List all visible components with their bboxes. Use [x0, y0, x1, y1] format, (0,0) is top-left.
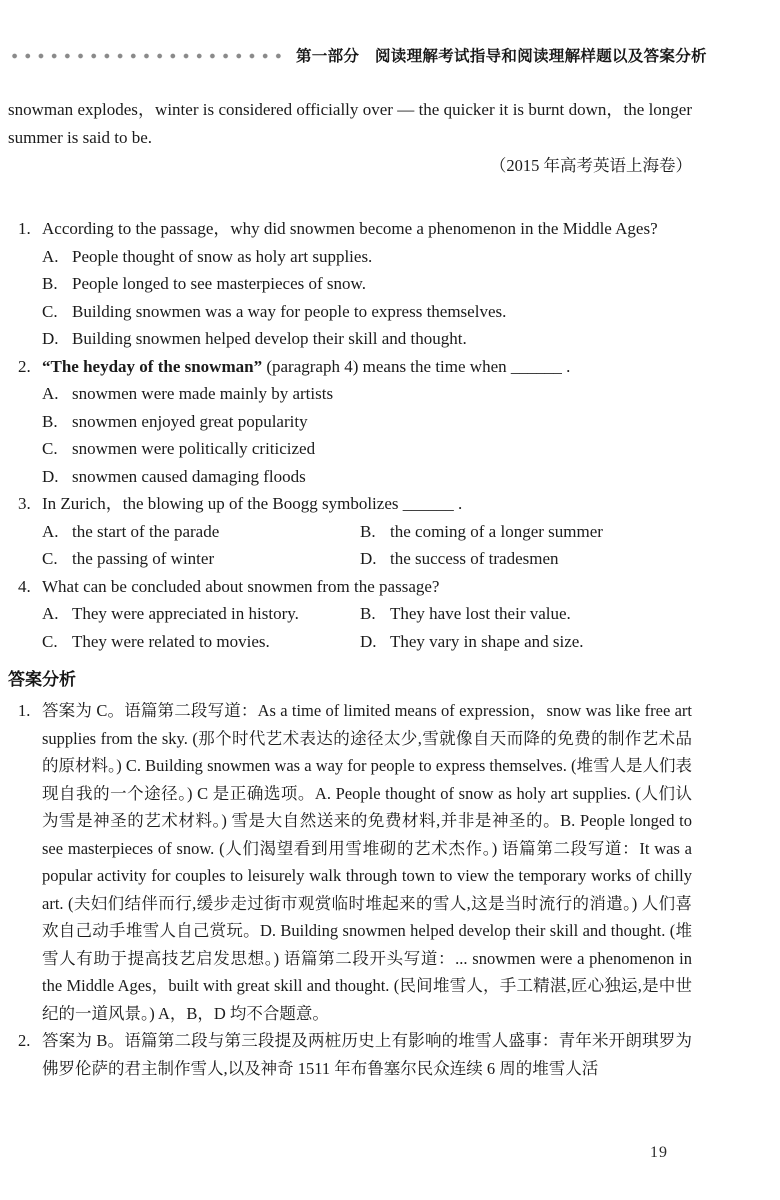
question-number: 3.	[18, 494, 31, 513]
option-row	[360, 518, 692, 546]
option-text: snowmen were politically criticized	[72, 439, 316, 458]
option-label: A.	[42, 384, 59, 403]
option-grid	[8, 600, 692, 655]
option-text: the passing of winter	[72, 549, 215, 568]
question-item-2	[8, 353, 692, 491]
question-stem	[42, 353, 692, 381]
answer-number: 1.	[18, 701, 31, 720]
option-text: They were related to movies.	[72, 631, 270, 651]
option-row	[360, 628, 692, 656]
option-row	[8, 380, 692, 408]
option-row	[42, 518, 360, 546]
passage-text: snowman explodes，winter is considered officially over — the quicker it is burnt down，the longer summer is said to be.	[8, 100, 692, 147]
option-label: A.	[42, 246, 59, 266]
option-label: C.	[42, 549, 58, 568]
option-text: They vary in shape and size.	[390, 631, 584, 651]
answer-item-2	[8, 1027, 692, 1082]
question-list	[8, 215, 692, 655]
option-row	[42, 628, 360, 656]
option-row	[8, 325, 692, 353]
option-row	[42, 545, 360, 573]
option-text: snowmen enjoyed great popularity	[72, 411, 308, 431]
option-label: D.	[42, 329, 59, 348]
question-head	[8, 490, 692, 518]
option-text: the success of tradesmen	[390, 549, 559, 568]
option-text: Building snowmen was a way for people to express themselves.	[72, 301, 507, 321]
option-label: D.	[360, 631, 377, 651]
option-label: C.	[42, 631, 58, 651]
answer-text: 答案为 B。语篇第二段与第三段提及两桩历史上有影响的堆雪人盛事：青年米开朗琪罗为佛罗伦萨的君主制作雪人,以及神奇 1511 年布鲁塞尔民众连续 6 周的堆雪人活	[42, 1031, 692, 1078]
option-row	[8, 408, 692, 436]
passage-attribution: （2015 年高考英语上海卷）	[489, 156, 692, 175]
option-label: B.	[360, 521, 376, 541]
answer-text: 答案为 C。语篇第二段写道：As a time of limited means of expression，snow was like free art supplies from the sky. (那个时代艺术表达的途径太少,雪就像自天而降的免费的制作艺术品的原材料。) C. Building snowmen was a way for people to express themselves. (堆雪人是人们表现自我的一个途径。) C 是正确选项。A. People thought of snow as holy art supplies. (人们认为雪是神圣的艺术材料。) 雪是大自然送来的免费材料,并非是神圣的。B. People longed to see masterpieces of snow. (人们渴望看到用雪堆砌的艺术杰作。) 语篇第二段写道：It was a popular activity for couples to leisurely walk through town to view the temporary works of chilly art. (夫妇们结伴而行,缓步走过街市观赏临时堆起来的雪人,这是当时流行的消遣。) 人们喜欢自己动手堆雪人自己赏玩。D. Building snowmen helped develop their skill and thought. (堆雪人有助于提高技艺启发思想。) 语篇第二段开头写道：... snowmen were a phenomenon in the Middle Ages，built with great skill and thought. (民间堆雪人，手工精湛,匠心独运,是中世纪的一道风景。) A，B，D 均不合题意。	[42, 701, 692, 1023]
question-head	[8, 353, 692, 381]
question-head	[8, 215, 692, 243]
option-label: D.	[42, 466, 59, 486]
option-text: People thought of snow as holy art supplies.	[72, 246, 373, 266]
option-label: C.	[42, 301, 58, 321]
main-content	[8, 96, 692, 1082]
option-text: the start of the parade	[72, 521, 220, 541]
question-stem: In Zurich，the blowing up of the Boogg symbolizes ______ .	[42, 494, 463, 513]
option-text: Building snowmen helped develop their skill and thought.	[72, 329, 467, 348]
option-text: They were appreciated in history.	[72, 604, 299, 623]
question-item-4	[8, 573, 692, 656]
option-row	[360, 600, 692, 628]
header-dots-decoration	[8, 53, 286, 59]
option-label: B.	[42, 274, 58, 293]
question-number: 2.	[18, 356, 31, 376]
answer-item-1	[8, 697, 692, 1027]
page-header	[8, 44, 707, 66]
option-text: snowmen caused damaging floods	[72, 466, 306, 486]
page-number: 19	[650, 1144, 668, 1161]
option-grid	[8, 518, 692, 573]
option-text: They have lost their value.	[390, 604, 571, 623]
question-item-3	[8, 490, 692, 573]
answers-heading: 答案分析	[8, 670, 76, 689]
option-label: D.	[360, 549, 377, 568]
header-title: 第一部分 阅读理解考试指导和阅读理解样题以及答案分析	[296, 48, 707, 65]
question-head	[8, 573, 692, 601]
option-row	[360, 545, 692, 573]
question-number: 1.	[18, 219, 31, 238]
option-label: C.	[42, 439, 58, 458]
option-text: the coming of a longer summer	[390, 521, 603, 541]
option-label: A.	[42, 604, 59, 623]
answer-number: 2.	[18, 1031, 31, 1050]
question-stem-rest: (paragraph 4) means the time when ______ .	[262, 356, 571, 376]
option-row	[42, 600, 360, 628]
option-label: B.	[360, 604, 376, 623]
option-label: A.	[42, 521, 59, 541]
option-label: B.	[42, 411, 58, 431]
option-text: People longed to see masterpieces of snow.	[72, 274, 366, 293]
answers-list	[8, 697, 692, 1082]
option-row	[8, 270, 692, 298]
question-number: 4.	[18, 576, 31, 596]
option-text: snowmen were made mainly by artists	[72, 384, 334, 403]
question-stem: What can be concluded about snowmen from the passage?	[42, 576, 440, 596]
option-row	[8, 435, 692, 463]
question-stem-bold: “The heyday of the snowman”	[42, 356, 263, 376]
option-row	[8, 243, 692, 271]
question-item-1	[8, 215, 692, 353]
option-row	[8, 463, 692, 491]
option-row	[8, 298, 692, 326]
question-stem: According to the passage，why did snowmen become a phenomenon in the Middle Ages?	[42, 219, 658, 238]
